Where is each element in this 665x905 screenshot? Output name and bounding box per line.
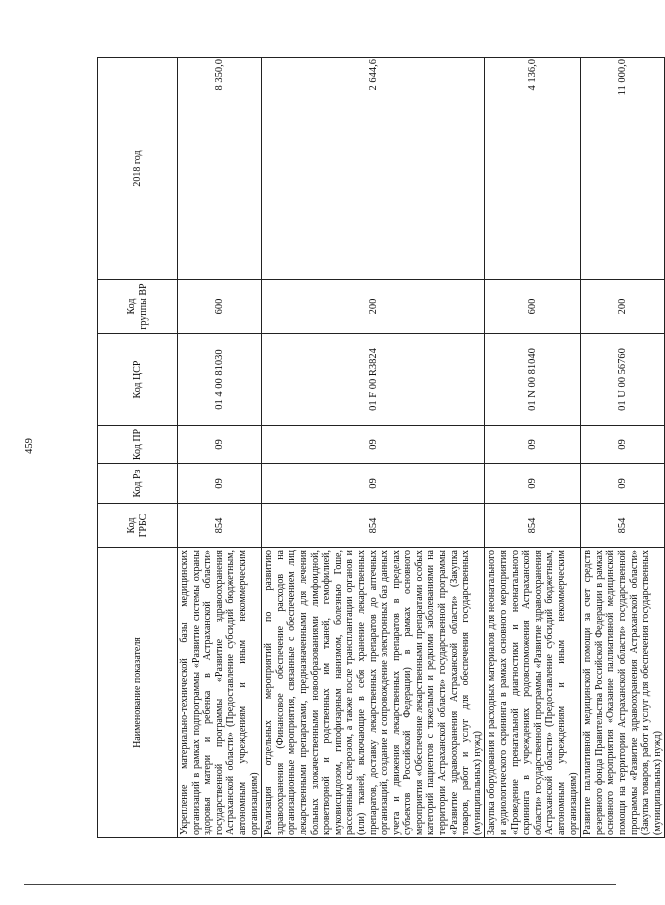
row-csr: 01 4 00 81030 (178, 334, 262, 426)
row-grbs: 854 (581, 504, 665, 548)
table-header-row (98, 58, 178, 838)
row-rz: 09 (178, 464, 262, 504)
row-grbs: 854 (178, 504, 262, 548)
row-pr: 09 (485, 426, 581, 464)
row-vr: 600 (178, 280, 262, 334)
budget-table (97, 57, 665, 838)
row-amount: 8 350,0 (178, 58, 262, 280)
header-vr: Код группы ВР (98, 280, 178, 334)
row-rz: 09 (581, 464, 665, 504)
row-pr: 09 (178, 426, 262, 464)
row-pr: 09 (581, 426, 665, 464)
header-rz: Код Рз (98, 464, 178, 504)
rotated-table-container (97, 58, 663, 838)
row-name: Реализация отдельных мероприятий по развитию здравоохранения (Финансовое обеспечение расходов на организационные мероприятия, связанные с обеспечением лиц лекарственными препаратами, предназначенными для лечения больных злокачественными новообразованиями лимфоидной, кроветворной и родственных им тканей, гемофилией, муковисцидозом, гипофизарным нанизмом, болезнью Гоше, рассеянным склерозом, а также после трансплантации органов и (или) тканей, включающие в себя хранение лекарственных препаратов, доставку лекарственных препаратов до аптечных организаций, создание и сопровождение электронных баз данных учета и движения лекарственных препаратов в пределах субъектов Российской Федерации) в рамках основного мероприятия «Обеспечение лекарственными препаратами особых категорий пациентов с тяжелыми и редкими заболеваниями на территории Астраханской области» государственной программы «Развитие здравоохранения Астраханской области» (Закупка товаров, работ и услуг для обеспечения государственных (муниципальных) нужд) (262, 548, 485, 838)
header-csr: Код ЦСР (98, 334, 178, 426)
header-pr: Код ПР (98, 426, 178, 464)
header-name: Наименование показателя (98, 548, 178, 838)
row-vr: 200 (581, 280, 665, 334)
table-row (178, 58, 262, 838)
table-row (262, 58, 485, 838)
row-rz: 09 (262, 464, 485, 504)
page-number-area (0, 0, 70, 905)
row-csr: 01 U 00 56760 (581, 334, 665, 426)
row-rz: 09 (485, 464, 581, 504)
page-number: 459 (24, 438, 35, 454)
row-amount: 11 000,0 (581, 58, 665, 280)
table-row (581, 58, 665, 838)
row-csr: 01 F 00 R3824 (262, 334, 485, 426)
bottom-divider (24, 884, 616, 885)
row-grbs: 854 (262, 504, 485, 548)
row-vr: 200 (262, 280, 485, 334)
row-name: Развитие паллиативной медицинской помощи за счет средств резервного фонда Правительства Российской Федерации в рамках основного мероприятия «Оказание паллиативной медицинской помощи на территории Астраханской области» государственной программы «Развитие здравоохранения Астраханской области» (Закупка товаров, работ и услуг для обеспечения государственных (муниципальных) нужд) (581, 548, 665, 838)
header-year: 2018 год (98, 58, 178, 280)
table-row (485, 58, 581, 838)
row-csr: 01 N 00 81040 (485, 334, 581, 426)
row-amount: 2 644,6 (262, 58, 485, 280)
row-name: Закупка оборудования и расходных материалов для неонатального и аудиологического скрининга в рамках основного мероприятия «Проведение пренатальной диагностики и неонатального скрининга в учреждениях родовспоможения Астраханской области» государственной программы «Развитие здравоохранения Астраханской области» (Предоставление субсидий бюджетным, автономным учреждениям и иным некоммерческим организациям) (485, 548, 581, 838)
row-amount: 4 136,0 (485, 58, 581, 280)
row-pr: 09 (262, 426, 485, 464)
row-grbs: 854 (485, 504, 581, 548)
row-vr: 600 (485, 280, 581, 334)
header-grbs: Код ГРБС (98, 504, 178, 548)
row-name: Укрепление материально-технической базы медицинских организаций в рамках подпрограммы «Развитие системы охраны здоровья матери и ребенка в Астраханской области» государственной программы «Развитие здравоохранения Астраханской области» (Предоставление субсидий бюджетным, автономным учреждениям и иным некоммерческим организациям) (178, 548, 262, 838)
